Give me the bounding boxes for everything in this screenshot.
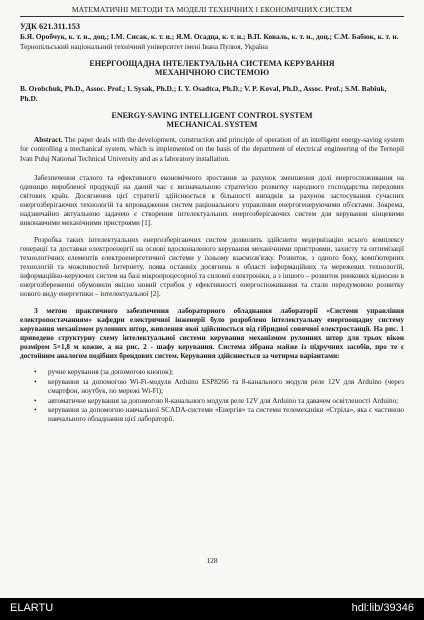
title-english-line2: MECHANICAL SYSTEM <box>166 120 258 130</box>
page-number: 128 <box>206 556 218 565</box>
repository-footer-bar <box>0 598 424 620</box>
title-ukrainian-line1: ЕНЕРГООЩАДНА ІНТЕЛЕКТУАЛЬНА СИСТЕМА КЕРУВАННЯ <box>89 59 335 68</box>
abstract-text: The paper deals with the development, construction and principle of operation of an intelligent energy-saving system for controlling a mechanical system, which is implemented on the basis of the department of electrical engineering of the Ternopil Ivan Puluj National Technical University and as a laboratory installation. <box>20 135 404 164</box>
title-english-line1: ENERGY-SAVING INTELLIGENT CONTROL SYSTEM <box>111 110 313 120</box>
authors-english: B. Orobchuk, Ph.D., Assoc. Prof.; I. Sysak, Ph.D.; I. Y. Osadtca, Ph.D.; V. P. Koval, Ph.D., Assoc. Prof.; S.M. Babiuk, Ph.D. <box>20 83 387 103</box>
handle-identifier: hdl:lib/39346 <box>351 602 414 614</box>
list-item: • ручне керування (за допомогою кнопок); <box>34 368 404 377</box>
list-item: • керування за допомогою Wi-Fi-модуля Arduino ESP8266 та 8-канального модуля реле 12V для Arduino (через смартфон, ноутбук, по мережі Wi-Fi); <box>34 378 404 397</box>
abstract <box>20 136 404 165</box>
repository-name: ELARTU <box>10 602 54 614</box>
paragraph-1: Забезпечення сталого та ефективного економічного зростання за рахунок зменшення долі енергоспоживання на одиницю виробленої продукції на даний час є визначальною стратегією розвитку народного господарства передових світових країн. Досягнення цієї стратегії здійснюється в більшості випадків за рахунок застосування сучасних енергозберігаючих технологій та впровадження систем раціонального управління енергогенеруючими об'єктами. Зокрема, надзвичайно актуальною задачею є створення інтелектуальних енергозберігаючих систем для керування кінцевими виконавчими механічними пристроями [1]. <box>20 174 404 228</box>
article-body <box>20 20 404 425</box>
title-ukrainian-line2: МЕХАНІЧНОЮ СИСТЕМОЮ <box>154 68 270 78</box>
header-divider <box>20 16 404 17</box>
title-ukrainian <box>20 59 404 78</box>
list-item: • керування за допомогою навчальної SCADA-системи «Енергія» та системи телемеханіки «Стріла», яка є частиною навчального обладнання цієї лабораторії. <box>34 406 404 425</box>
affiliation: Тернопільський національний технічний університет імені Івана Пулюя, Україна <box>20 43 268 51</box>
udc-code: УДК 621.311.153 <box>20 22 81 31</box>
paragraph-3: З метою практичного забезпечення лабораторного обладнання лабораторії «Системи управління електропостачанням» кафедри електричної інженерії було розроблено інтелектуальну енергоощадну систему керування механізмом рулонних штор, живлення якої здійснюється від гібридної сонячної електростанції. На рис. 1 приведено структурну схему інтелектуальної системи керування механізмом рулонних штор для трьох вікон розміром 5×1,8 м кожне, а на рис. 2 - шафу керування. Система зібрана майже із підручних засобів, про те є достойним аналогом подібних брендових систем. Керування здійснюється за чотирма варіантами: <box>20 306 404 361</box>
control-variants-list <box>20 368 404 424</box>
list-item: • автоматичне керування за допомогою 8-канального модуля реле 12V для Arduino та давачем освітленості Arduino; <box>34 397 404 406</box>
abstract-lead: Abstract. <box>34 135 63 144</box>
title-english <box>20 111 404 130</box>
paragraph-2: Розробка таких інтелектуальних енергозберігаючих систем дозволить здійснити модернізацію всього комплексу генерації та доставки електроенергії на основі вдосконаленого керування механічними пристроями, захисту та оптимізації технологічних елементів електроенергетичної системи у їхньому взаємозв'язку. Розвиток, з одного боку, комп'ютерних технологій та можливостей Інтернету, поява останніх досягнень в області інформаційних та мережевих технологій, інформаційно-керуючих систем на базі мікропроцесорної та силової електроніки, а з іншого – розвиток ринкових відносин в енергозбереженні обумовили якісно новий стрибок у ефективності енергоспоживання та стали передумовою розвитку нового виду енергетики – інтелектуальної [2]. <box>20 235 404 299</box>
running-header: МАТЕМАТИЧНІ МЕТОДИ ТА МОДЕЛІ ТЕХНІЧНИХ І ЕКОНОМІЧНИХ СИСТЕМ <box>71 5 353 14</box>
authors-ukrainian: Б.Я. Оробчук, к. т. н., доц.; І.М. Сисак, к. т. н.; Я.М. Осадца, к. т. н.; В.П. Коваль, к. т. н., доц.; С.М. Бабюк, к. т. н. <box>20 32 399 41</box>
